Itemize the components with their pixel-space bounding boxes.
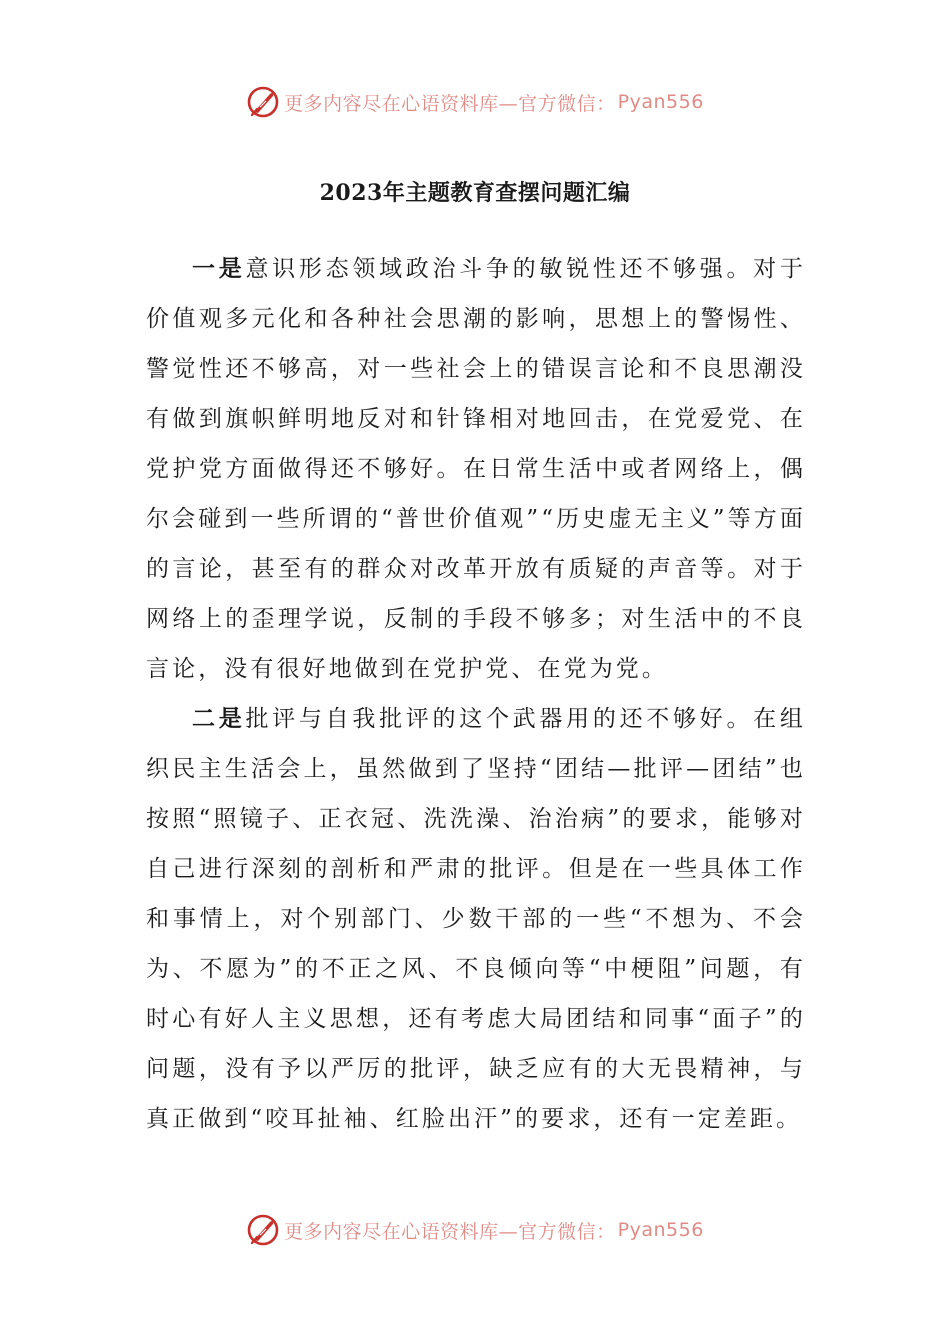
watermark-footer <box>0 1212 950 1248</box>
paragraph-1-lead: 一是 <box>192 255 246 282</box>
watermark-text: 更多内容尽在心语资料库—官方微信： <box>284 92 616 115</box>
watermark-header <box>0 84 950 120</box>
paragraph-2 <box>146 694 806 1144</box>
document-title: 2023年主题教育查摆问题汇编 <box>319 180 631 206</box>
paragraph-2-lead: 二是 <box>192 705 246 732</box>
paragraph-1 <box>146 244 806 694</box>
watermark-wechat-handle: Pyan556 <box>617 1219 704 1241</box>
watermark-wechat-handle: Pyan556 <box>617 91 704 113</box>
watermark-text: 更多内容尽在心语资料库—官方微信： <box>284 1220 616 1243</box>
paragraph-2-text: 批评与自我批评的这个武器用的还不够好。在组织民主生活会上，虽然做到了坚持“团结—批评—团结”也按照“照镜子、正衣冠、洗洗澡、治治病”的要求，能够对自己进行深刻的剖析和严肃的批评。但是在一些具体工作和事情上，对个别部门、少数干部的一些“不想为、不会为、不愿为”的不正之风、不良倾向等“中梗阻”问题，有时心有好人主义思想，还有考虑大局团结和同事“面子”的问题，没有予以严厉的批评，缺乏应有的大无畏精神，与真正做到“咬耳扯袖、红脸出汗”的要求，还有一定差距。 <box>146 706 806 1132</box>
paragraph-1-text: 意识形态领域政治斗争的敏锐性还不够强。对于价值观多元化和各种社会思潮的影响，思想上的警惕性、警觉性还不够高，对一些社会上的错误言论和不良思潮没有做到旗帜鲜明地反对和针锋相对地回击，在党爱党、在党护党方面做得还不够好。在日常生活中或者网络上，偶尔会碰到一些所谓的“普世价值观”“历史虚无主义”等方面的言论，甚至有的群众对改革开放有质疑的声音等。对于网络上的歪理学说，反制的手段不够多；对生活中的不良言论，没有很好地做到在党护党、在党为党。 <box>146 256 806 682</box>
document-body <box>146 244 806 1144</box>
quill-pen-logo-icon <box>246 1213 280 1247</box>
quill-pen-logo-icon <box>246 85 280 119</box>
